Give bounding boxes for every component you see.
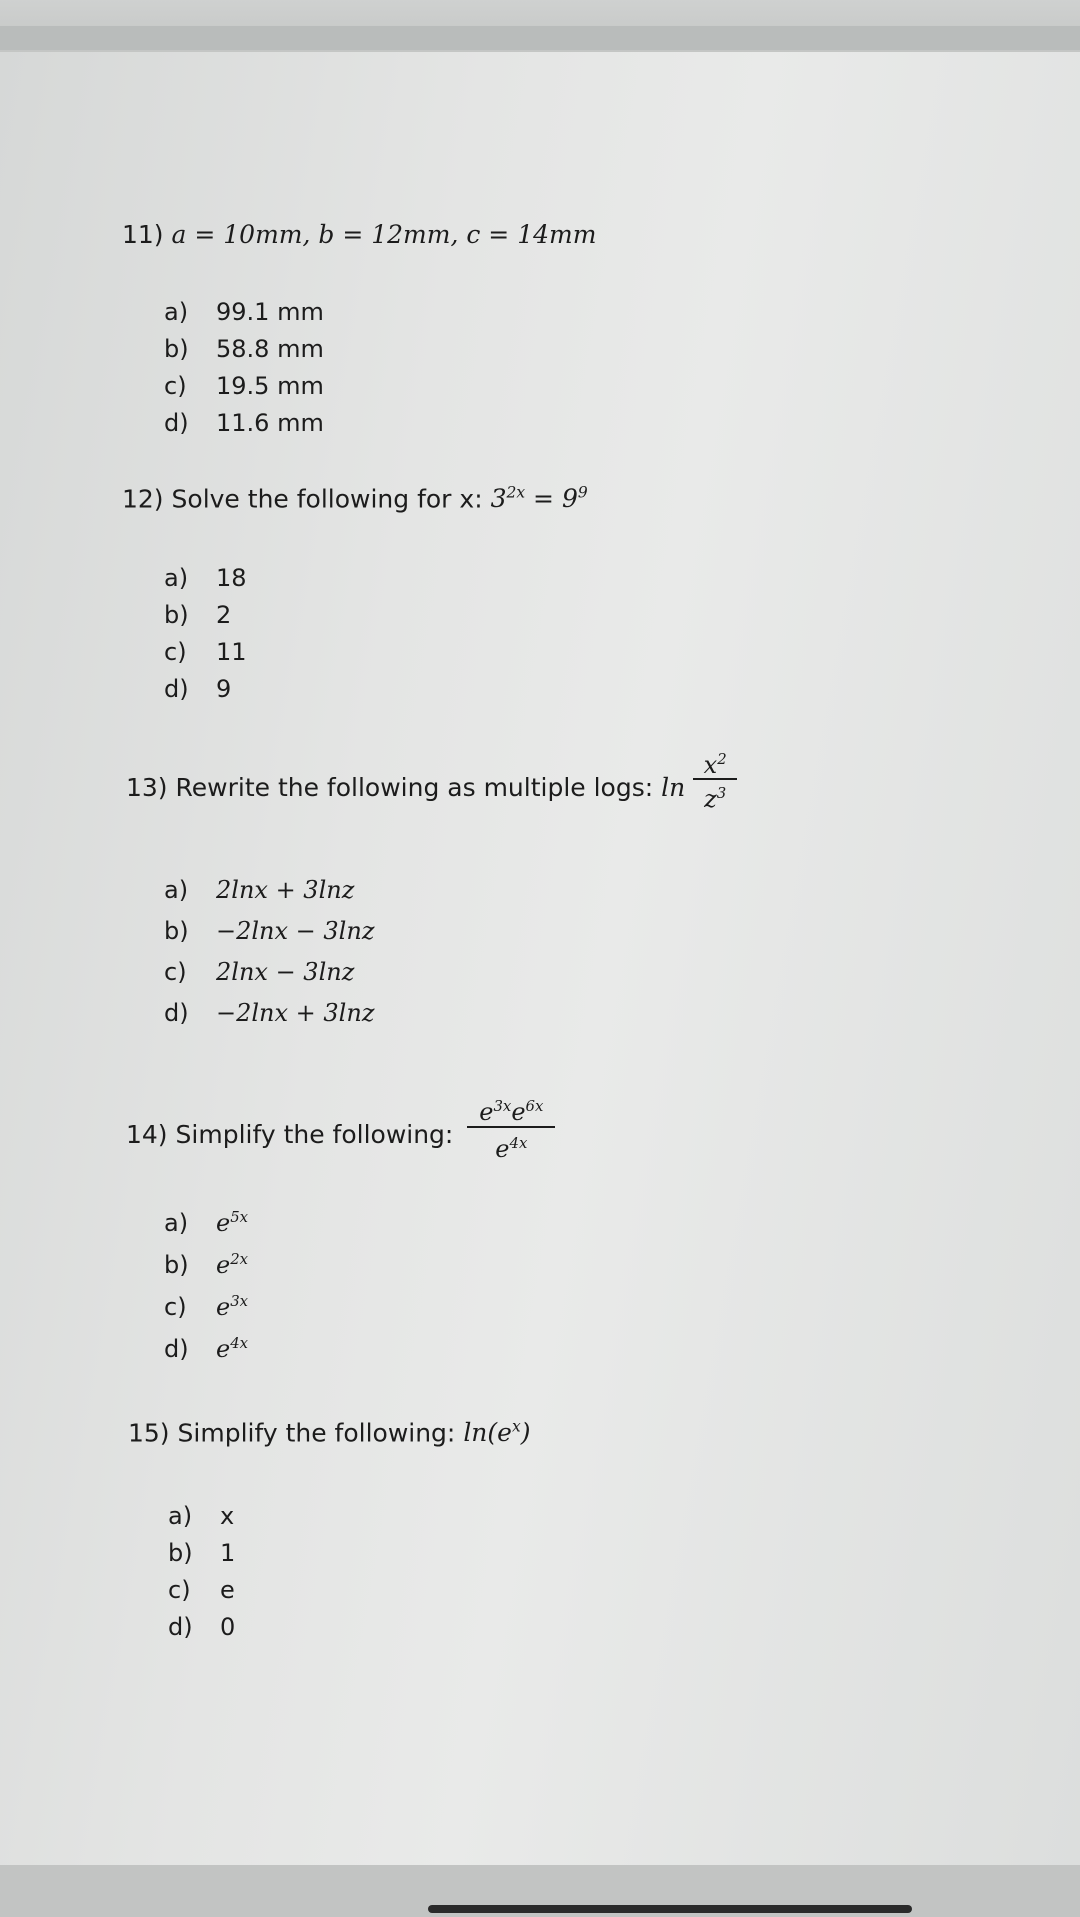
- option-b[interactable]: b) $e^{2x}$: [164, 1250, 249, 1279]
- fraction-exponentials: $\frac{e^{3x}e^{6x}}{e^{4x}}$: [467, 1092, 555, 1164]
- worksheet-page: [0, 52, 1080, 1865]
- question-prompt: Simplify the following:: [177, 1418, 456, 1448]
- option-d[interactable]: d) $e^{4x}$: [164, 1334, 249, 1363]
- question-prompt: Rewrite the following as multiple logs:: [175, 773, 654, 802]
- screen-top-edge: [0, 26, 1080, 50]
- question-number: 11): [122, 220, 164, 249]
- home-indicator-bar[interactable]: [428, 1905, 912, 1913]
- option-d[interactable]: d) 0: [168, 1613, 236, 1641]
- option-b[interactable]: b) 58.8 mm: [164, 335, 324, 363]
- option-a[interactable]: a) 99.1 mm: [164, 298, 324, 326]
- question-15: [128, 1418, 530, 1447]
- question-number: 14): [126, 1120, 168, 1149]
- option-a[interactable]: a) x: [168, 1502, 235, 1530]
- fraction-x2-over-z3: $\frac{x^2}{z^3}$: [693, 746, 737, 812]
- question-13: [126, 750, 737, 822]
- question-number: 15): [128, 1418, 170, 1448]
- question-prompt: Simplify the following:: [175, 1120, 454, 1149]
- option-a[interactable]: a) 18: [164, 564, 247, 592]
- question-number: 13): [126, 773, 168, 802]
- question-prompt: Solve the following for x:: [171, 484, 483, 514]
- option-b[interactable]: b) 1: [168, 1539, 236, 1567]
- option-b[interactable]: b) −2lnx − 3lnz: [164, 917, 375, 945]
- option-b[interactable]: b) 2: [164, 601, 232, 629]
- question-number: 12): [122, 484, 164, 514]
- option-d[interactable]: d) −2lnx + 3lnz: [164, 999, 375, 1027]
- option-c[interactable]: c) $e^{3x}$: [164, 1292, 249, 1321]
- log-function: ln: [661, 773, 686, 802]
- equation: $3^{2x} = 9^9$: [490, 484, 588, 514]
- option-d[interactable]: d) 9: [164, 675, 232, 703]
- question-math: a = 10mm, b = 12mm, c = 14mm: [171, 220, 597, 249]
- option-a[interactable]: a) $e^{5x}$: [164, 1208, 249, 1237]
- question-14: [126, 1097, 555, 1172]
- option-d[interactable]: d) 11.6 mm: [164, 409, 324, 437]
- option-c[interactable]: c) e: [168, 1576, 235, 1604]
- question-12: [122, 484, 588, 513]
- option-a[interactable]: a) 2lnx + 3lnz: [164, 876, 355, 904]
- expression: $\ln(e^x)$: [463, 1418, 531, 1448]
- option-c[interactable]: c) 2lnx − 3lnz: [164, 958, 355, 986]
- option-c[interactable]: c) 19.5 mm: [164, 372, 324, 400]
- question-11: [122, 220, 596, 249]
- option-c[interactable]: c) 11: [164, 638, 247, 666]
